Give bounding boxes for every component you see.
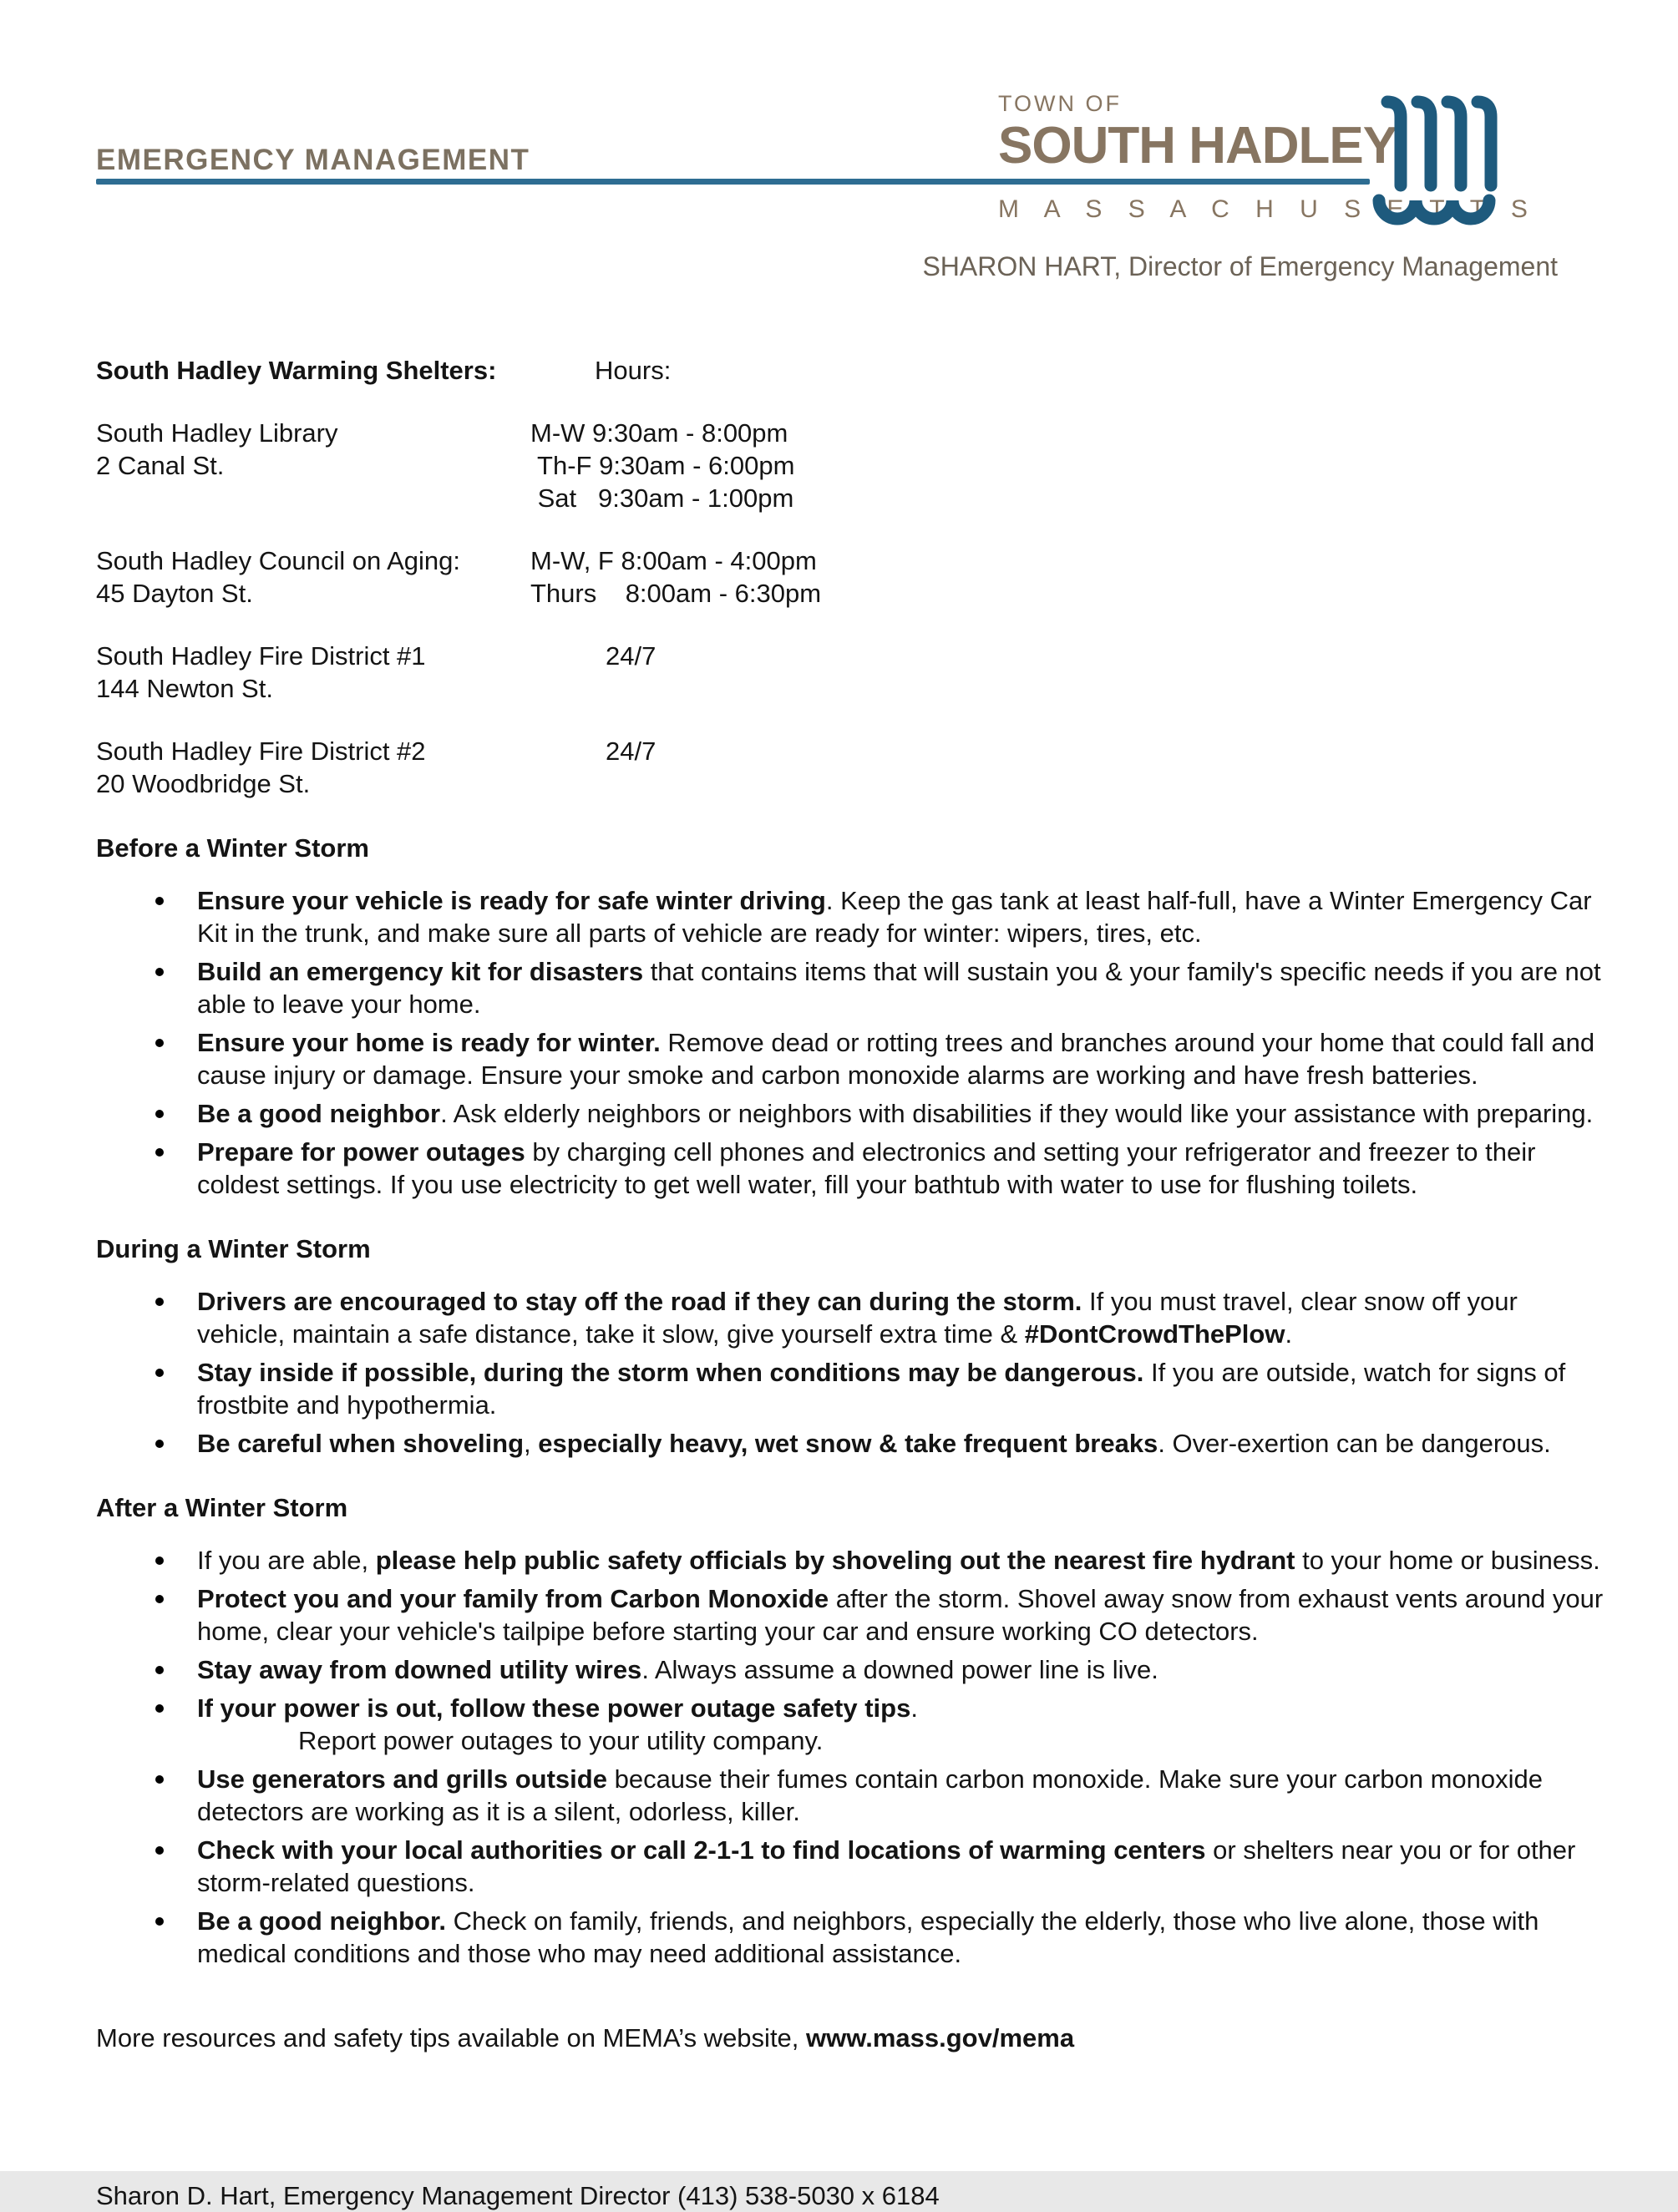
shelter-hours: [530, 640, 656, 705]
bullet-item: [197, 1692, 1612, 1757]
shelter-name-address: [96, 735, 530, 800]
bullet-item: [197, 884, 1612, 949]
text-segment: that contains items that will sustain you & your family's specific needs if you are not able to leave your home.: [197, 957, 1601, 1019]
shelter-text-line: 2 Canal St.: [96, 451, 225, 480]
shelter-text-line: 144 Newton St.: [96, 674, 273, 703]
shelter-name-address: [96, 640, 530, 705]
bullet-item: [197, 1834, 1612, 1899]
text-segment: Check on family, friends, and neighbors, especially the elderly, those who live alone, those with medical conditions and those who may need additional assistance.: [197, 1906, 1539, 1968]
waterfall-icon: [1369, 94, 1503, 244]
mema-link: www.mass.gov/mema: [806, 2023, 1075, 2053]
bullet-item: [197, 1544, 1612, 1577]
shelter-text-line: South Hadley Library: [96, 418, 338, 448]
text-segment: .: [1285, 1319, 1293, 1349]
text-segment: Build an emergency kit for disasters: [197, 957, 644, 986]
shelter-text-line: 20 Woodbridge St.: [96, 769, 311, 798]
mema-line-text: More resources and safety tips available on MEMA’s website,: [96, 2023, 807, 2053]
shelter-row: [96, 544, 1612, 610]
text-segment: If you are outside, watch for signs of frostbite and hypothermia.: [197, 1358, 1566, 1420]
text-segment: Remove dead or rotting trees and branches around your home that could fall and cause injury or damage. Ensure your smoke and carbon monoxide alarms are working and have fresh batteries.: [197, 1028, 1595, 1090]
shelter-row: [96, 735, 1612, 800]
shelters-title: South Hadley Warming Shelters:: [96, 356, 497, 385]
hours-text-line: Thurs 8:00am - 6:30pm: [530, 579, 822, 608]
text-segment: . Ask elderly neighbors or neighbors with disabilities if they would like your assistance with preparing.: [440, 1099, 1594, 1128]
text-segment: Prepare for power outages: [197, 1137, 525, 1167]
hours-text-line: 24/7: [606, 641, 656, 671]
bullet-item: [197, 1285, 1612, 1350]
text-segment: . Always assume a downed power line is live.: [641, 1655, 1158, 1684]
text-segment: Protect you and your family from Carbon Monoxide: [197, 1584, 829, 1613]
shelter-hours: [530, 735, 656, 800]
bullet-item: [197, 1097, 1612, 1130]
bullet-item: [197, 1905, 1612, 1970]
text-segment: If your power is out, follow these power outage safety tips: [197, 1693, 911, 1723]
text-segment: because their fumes contain carbon monoxide. Make sure your carbon monoxide detectors are working as it is a silent, odorless, killer.: [197, 1764, 1544, 1826]
bullet-list: [96, 884, 1612, 1201]
hours-text-line: Sat 9:30am - 1:00pm: [530, 483, 794, 513]
hours-text-line: M-W 9:30am - 8:00pm: [530, 418, 788, 448]
text-segment: Use generators and grills outside: [197, 1764, 607, 1794]
text-segment: Ensure your home is ready for winter.: [197, 1028, 661, 1057]
mema-line: [96, 2022, 1612, 2054]
shelter-hours: [530, 417, 794, 514]
header: [96, 0, 1612, 354]
text-segment: Ensure your vehicle is ready for safe winter driving: [197, 886, 826, 915]
bullet-item: [197, 1653, 1612, 1686]
shelter-text-line: South Hadley Fire District #1: [96, 641, 426, 671]
shelter-rows: [96, 417, 1612, 800]
section-heading: After a Winter Storm: [96, 1493, 348, 1522]
bullet-item: [197, 1026, 1612, 1091]
town-logo: [998, 90, 1538, 224]
logo-town-of: TOWN OF: [998, 91, 1122, 116]
bullet-item: [197, 1427, 1612, 1460]
text-segment: Be a good neighbor.: [197, 1906, 446, 1936]
shelter-text-line: South Hadley Council on Aging:: [96, 546, 461, 575]
bullet-item: [197, 955, 1612, 1020]
shelter-text-line: South Hadley Fire District #2: [96, 736, 426, 766]
hours-text-line: M-W, F 8:00am - 4:00pm: [530, 546, 817, 575]
sections: [96, 832, 1612, 1970]
footer-contact: Sharon D. Hart, Emergency Management Director (413) 538-5030 x 6184: [96, 2181, 940, 2210]
text-segment: please help public safety officials by shoveling out the nearest fire hydrant: [375, 1546, 1295, 1575]
section-heading: During a Winter Storm: [96, 1234, 371, 1263]
bullet-item: [197, 1582, 1612, 1648]
department-title: EMERGENCY MANAGEMENT: [96, 144, 530, 176]
text-segment: to your home or business.: [1295, 1546, 1600, 1575]
text-segment: If you must travel, clear snow off your vehicle, maintain a safe distance, take it slow, give yourself extra time &: [197, 1287, 1518, 1349]
text-segment: Stay inside if possible, during the storm when conditions may be dangerous.: [197, 1358, 1144, 1387]
shelter-hours: [530, 544, 821, 610]
shelter-text-line: 45 Dayton St.: [96, 579, 253, 608]
shelter-row: [96, 640, 1612, 705]
bullet-item: [197, 1136, 1612, 1201]
hours-text-line: Th-F 9:30am - 6:00pm: [530, 451, 795, 480]
text-segment: or shelters near you or for other storm-related questions.: [197, 1835, 1576, 1897]
shelter-name-address: [96, 417, 530, 514]
text-segment: Check with your local authorities or call 2-1-1 to find locations of warming centers: [197, 1835, 1206, 1865]
text-segment: Be a good neighbor: [197, 1099, 441, 1128]
bullet-item: [197, 1763, 1612, 1828]
text-segment: .: [910, 1693, 918, 1723]
text-segment: Stay away from downed utility wires: [197, 1655, 642, 1684]
bullet-list: [96, 1544, 1612, 1970]
shelter-name-address: [96, 544, 530, 610]
shelter-row: [96, 417, 1612, 514]
shelters-title-row: [96, 354, 1612, 387]
text-segment: by charging cell phones and electronics and setting your refrigerator and freezer to their coldest settings. If you use electricity to get well water, fill your bathtub with water to use for flushing toilets.: [197, 1137, 1536, 1199]
text-segment: . Keep the gas tank at least half-full, have a Winter Emergency Car Kit in the trunk, and make sure all parts of vehicle are ready for winter: wipers, tires, etc.: [197, 886, 1592, 948]
text-segment: Drivers are encouraged to stay off the road if they can during the storm.: [197, 1287, 1082, 1316]
bullet-list: [96, 1285, 1612, 1460]
hours-label: Hours:: [595, 356, 672, 385]
section-heading: Before a Winter Storm: [96, 833, 369, 863]
logo-town-name: SOUTH HADLEY: [998, 117, 1397, 175]
bullet-item: [197, 1356, 1612, 1421]
text-segment: . Over-exertion can be dangerous.: [1158, 1429, 1551, 1458]
bullet-note: Report power outages to your utility company.: [298, 1726, 824, 1755]
text-segment: after the storm. Shovel away snow from exhaust vents around your home, clear your vehicle's tailpipe before starting your car and ensure working CO detectors.: [197, 1584, 1604, 1646]
text-segment: #DontCrowdThePlow: [1024, 1319, 1285, 1349]
text-segment: If you are able,: [197, 1546, 376, 1575]
shelters-section: [96, 354, 1612, 800]
text-segment: especially heavy, wet snow & take frequent breaks: [538, 1429, 1158, 1458]
text-segment: Be careful when shoveling: [197, 1429, 525, 1458]
text-segment: ,: [524, 1429, 539, 1458]
director-line: SHARON HART, Director of Emergency Management: [922, 251, 1558, 281]
hours-text-line: 24/7: [606, 736, 656, 766]
logo-state-name: M A S S A C H U S E T T S: [998, 195, 1538, 223]
